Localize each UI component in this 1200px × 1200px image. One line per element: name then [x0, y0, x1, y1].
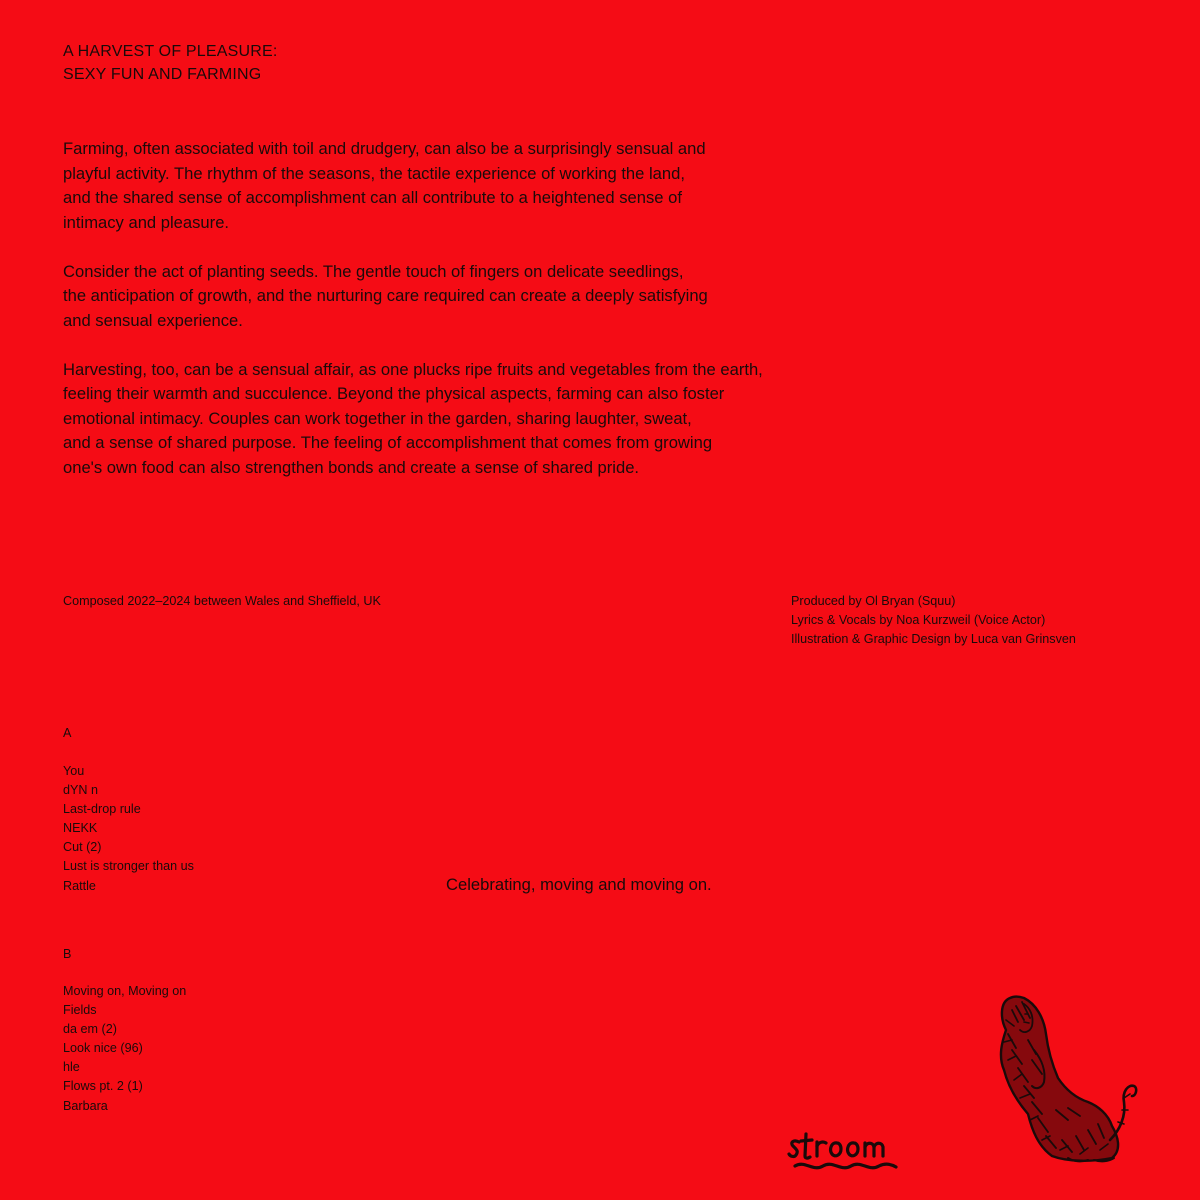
side-a-label: A	[63, 726, 72, 740]
stroom-logo-mark	[787, 1128, 902, 1174]
monkey-drawing	[972, 990, 1147, 1165]
essay	[63, 137, 893, 505]
track-item: Barbara	[63, 1098, 108, 1113]
monkey-illustration	[972, 990, 1147, 1170]
track-item: dYN n	[63, 783, 99, 798]
track-item: Fields	[63, 1003, 97, 1018]
track-item: Look nice (96)	[63, 1041, 143, 1056]
title-line-2: SEXY FUN AND FARMING	[63, 66, 262, 83]
track-item: Moving on, Moving on	[63, 984, 187, 998]
essay-line: and sensual experience.	[63, 310, 243, 330]
track-item: Lust is stronger than us	[63, 859, 194, 874]
essay-line: feeling their warmth and succulence. Beyond the physical aspects, farming can also foster	[63, 384, 725, 403]
credit-producer: Produced by Ol Bryan (Squu)	[791, 594, 956, 608]
side-b-tracklist	[63, 982, 186, 1116]
stroom-logo	[787, 1128, 902, 1179]
essay-paragraph-3	[63, 358, 893, 481]
tagline: Celebrating, moving and moving on.	[446, 875, 712, 894]
essay-line: the anticipation of growth, and the nurturing care required can create a deeply satisfying	[63, 286, 708, 305]
composed-note: Composed 2022–2024 between Wales and Sheffield, UK	[63, 594, 381, 608]
credits	[791, 592, 1076, 649]
track-item: Last-drop rule	[63, 802, 141, 817]
track-item: Flows pt. 2 (1)	[63, 1079, 143, 1094]
essay-line: Harvesting, too, can be a sensual affair, as one plucks ripe fruits and vegetables from the earth,	[63, 359, 763, 379]
track-item: da em (2)	[63, 1022, 117, 1037]
track-item: hle	[63, 1060, 80, 1075]
essay-line: and a sense of shared purpose. The feeling of accomplishment that comes from growing	[63, 433, 713, 452]
album-title	[63, 40, 278, 86]
credit-design: Illustration & Graphic Design by Luca van Grinsven	[791, 632, 1076, 646]
essay-line: emotional intimacy. Couples can work together in the garden, sharing laughter, sweat,	[63, 408, 692, 428]
essay-line: and the shared sense of accomplishment can all contribute to a heightened sense of	[63, 188, 682, 207]
side-b-label: B	[63, 947, 72, 961]
essay-paragraph-2	[63, 260, 893, 334]
essay-paragraph-1	[63, 137, 893, 235]
side-a-tracklist	[63, 762, 194, 896]
essay-line: intimacy and pleasure.	[63, 212, 230, 232]
essay-line: Farming, often associated with toil and drudgery, can also be a surprisingly sensual and	[63, 139, 706, 158]
track-item: Rattle	[63, 878, 96, 893]
track-item: You	[63, 764, 85, 778]
essay-line: one's own food can also strengthen bonds and create a sense of shared pride.	[63, 457, 640, 477]
title-line-1: A HARVEST OF PLEASURE:	[63, 43, 278, 60]
essay-line: playful activity. The rhythm of the seasons, the tactile experience of working the land,	[63, 163, 685, 183]
track-item: Cut (2)	[63, 840, 102, 855]
credit-lyrics: Lyrics & Vocals by Noa Kurzweil (Voice Actor)	[791, 613, 1046, 627]
track-item: NEKK	[63, 821, 98, 836]
essay-line: Consider the act of planting seeds. The gentle touch of fingers on delicate seedlings,	[63, 261, 684, 281]
